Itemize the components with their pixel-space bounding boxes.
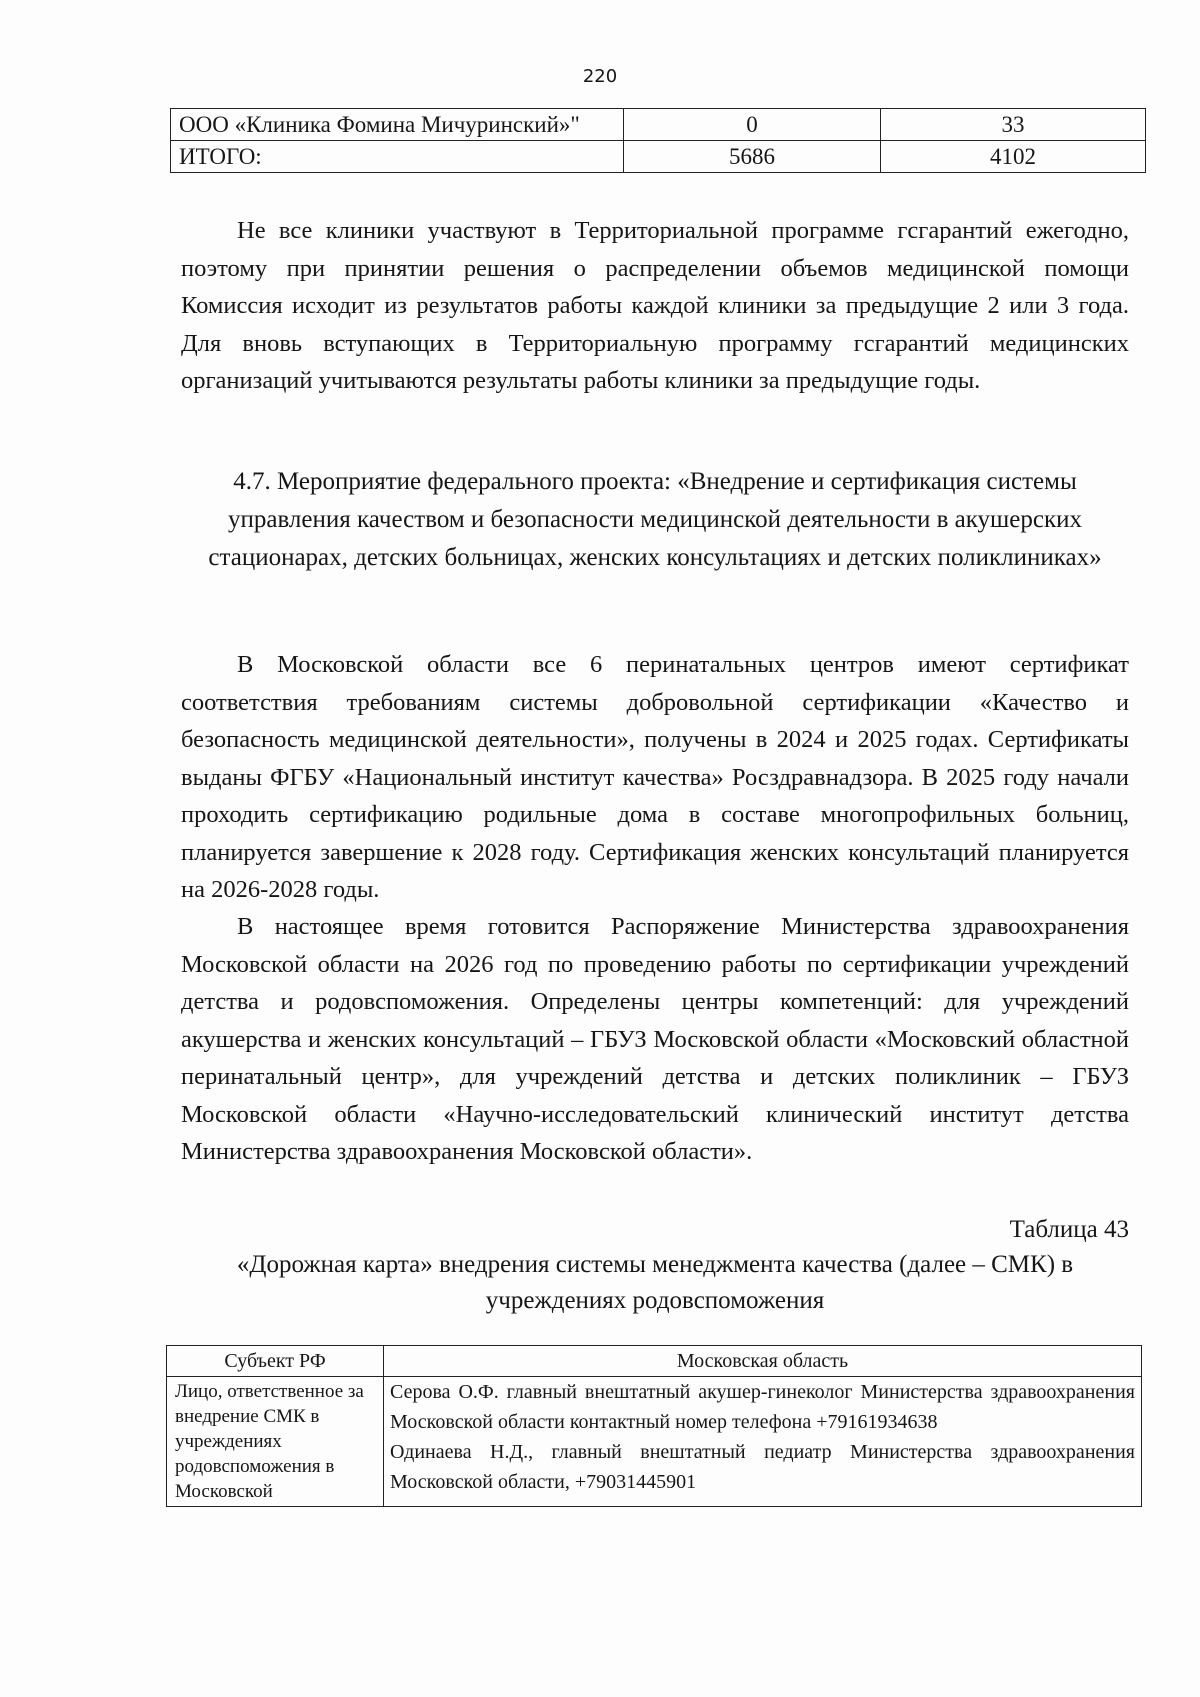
table-caption: Таблица 43 (1009, 1216, 1129, 1243)
section-heading: 4.7. Мероприятие федерального проекта: «Внедрение и сертификация системы управления качеством и безопасности медицинской деятельности в акушерских стационарах, детских больницах, женских консультациях и детских поликлиниках» (208, 468, 1102, 571)
responsible-person-1: Серова О.Ф. главный внештатный акушер-гинеколог Министерства здравоохранения Московской области контактный номер телефона +79161934638 (390, 1381, 1135, 1433)
roadmap-table (166, 1345, 1142, 1507)
paragraph-clinics: Не все клиники участвуют в Территориальной программе гсгарантий ежегодно, поэтому при принятии решения о распределении объемов медицинской помощи Комиссия исходит из результатов работы каждой клиники за предыдущие 2 или 3 года. Для вновь вступающих в Территориальную программу гсгарантий медицинских организаций учитываются результаты работы клиники за предыдущие годы. (181, 217, 1129, 394)
value-cell: 0 (624, 109, 881, 141)
page-number: 220 (582, 66, 618, 87)
value-cell: 4102 (881, 141, 1146, 173)
clinic-name-cell: ООО «Клиника Фомина Мичуринский»" (171, 109, 624, 141)
header-region: Московская область (384, 1346, 1142, 1377)
responsible-persons-cell (384, 1377, 1142, 1507)
table-title: «Дорожная карта» внедрения системы менеджмента качества (далее – СМК) в учреждениях родовспоможения (236, 1251, 1074, 1314)
clinic-totals-table (170, 108, 1146, 173)
responsible-person-2: Одинаева Н.Д., главный внештатный педиатр Министерства здравоохранения Московской области, +79031445901 (390, 1441, 1135, 1493)
header-subject: Субъект РФ (167, 1346, 384, 1377)
value-cell: 33 (881, 109, 1146, 141)
value-cell: 5686 (624, 141, 881, 173)
table-row (167, 1377, 1142, 1507)
table-row (171, 141, 1146, 173)
paragraph-perinatal-centers: В Московской области все 6 перинатальных центров имеют сертификат соответствия требованиям системы добровольной сертификации «Качество и безопасность медицинской деятельности», получены в 2024 и 2025 годах. Сертификаты выданы ФГБУ «Национальный институт качества» Росздравнадзора. В 2025 году начали проходить сертификацию родильные дома в составе многопрофильных больниц, планируется завершение к 2028 году. Сертификация женских консультаций планируется на 2026-2028 годы. (181, 651, 1129, 903)
responsible-label-cell: Лицо, ответственное за внедрение СМК в учреждениях родовспоможения в Московской (167, 1377, 384, 1507)
total-label-cell: ИТОГО: (171, 141, 624, 173)
paragraph-competence-centers: В настоящее время готовится Распоряжение Министерства здравоохранения Московской области на 2026 год по проведению работы по сертификации учреждений детства и родовспоможения. Определены центры компетенций: для учреждений акушерства и женских консультаций – ГБУЗ Московской области «Московский областной перинатальный центр», для учреждений детства и детских поликлиник – ГБУЗ Московской области «Научно-исследовательский клинический институт детства Министерства здравоохранения Московской области». (181, 913, 1129, 1165)
table-header-row (167, 1346, 1142, 1377)
table-row (171, 109, 1146, 141)
